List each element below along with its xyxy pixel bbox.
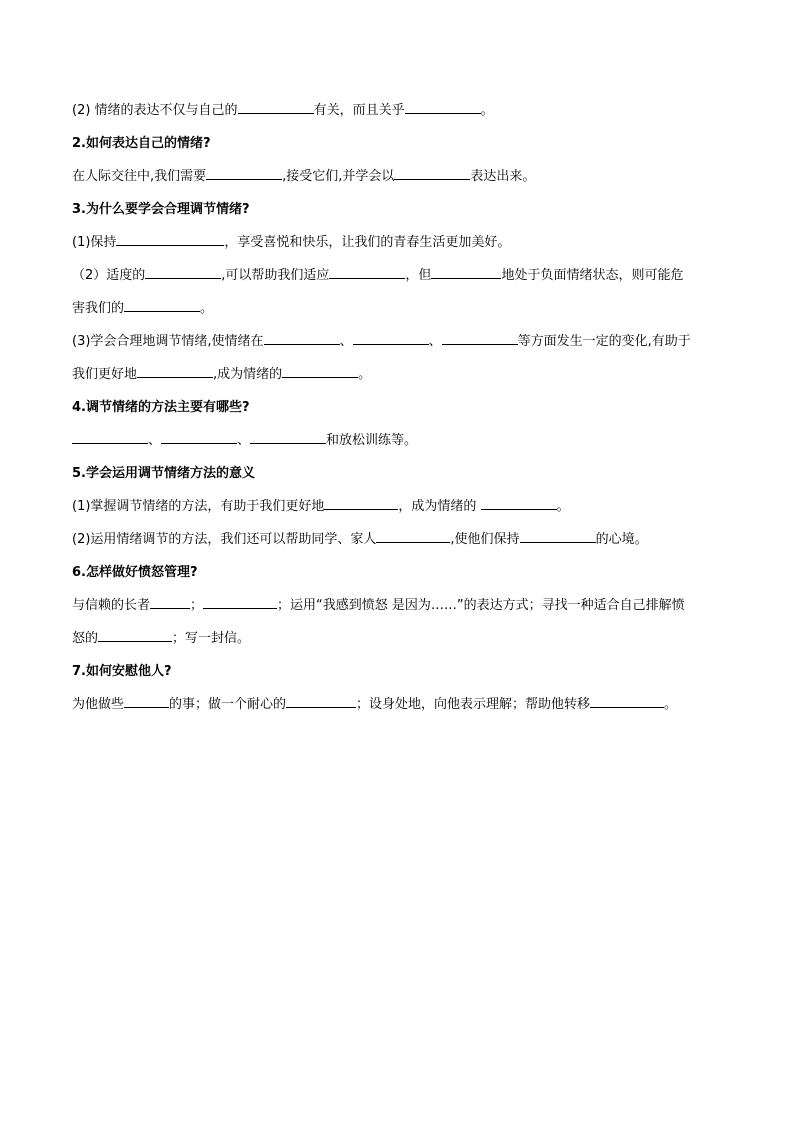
- answer-3-3-line-1: (3)学会合理地调节情绪,使情绪在 、 、 等方面发生一定的变化,有助于: [72, 329, 732, 352]
- answer-blank[interactable]: [282, 362, 358, 378]
- answer-blank[interactable]: [286, 692, 356, 708]
- answer-blank[interactable]: [590, 692, 664, 708]
- answer-blank[interactable]: [150, 593, 190, 609]
- answer-2-line: 在人际交往中,我们需要 ,接受它们,并学会以 表达出来。: [72, 164, 732, 187]
- answer-blank[interactable]: [264, 329, 340, 345]
- answer-blank[interactable]: [137, 362, 213, 378]
- answer-blank[interactable]: [324, 494, 398, 510]
- answer-blank[interactable]: [394, 164, 470, 180]
- question-5-heading: 5.学会运用调节情绪方法的意义: [72, 466, 255, 481]
- answer-blank[interactable]: [405, 98, 481, 114]
- item-1-2: (2) 情绪的表达不仅与自己的 有关，而且关乎 。: [72, 98, 732, 121]
- answer-blank[interactable]: [238, 98, 314, 114]
- answer-blank[interactable]: [98, 626, 172, 642]
- answer-3-2-line-2: 害我们的 。: [72, 296, 732, 319]
- question-2-heading: 2.如何表达自己的情绪?: [72, 136, 211, 151]
- answer-blank[interactable]: [124, 296, 200, 312]
- question-4-heading: 4.调节情绪的方法主要有哪些?: [72, 400, 250, 415]
- answer-blank[interactable]: [481, 494, 557, 510]
- answer-blank[interactable]: [203, 593, 277, 609]
- answer-blank[interactable]: [250, 428, 326, 444]
- answer-blank[interactable]: [431, 263, 501, 279]
- answer-4-line: 、 、 和放松训练等。: [72, 428, 732, 451]
- answer-7-line: 为他做些 的事；做一个耐心的 ；设身处地，向他表示理解；帮助他转移 。: [72, 692, 732, 715]
- answer-blank[interactable]: [124, 692, 169, 708]
- question-6-heading: 6.怎样做好愤怒管理?: [72, 565, 198, 580]
- answer-6-line-1: 与信赖的长者 ； ；运用“我感到愤怒 是因为……”的表达方式；寻找一种适合自己排解愤: [72, 593, 732, 616]
- answer-blank[interactable]: [161, 428, 237, 444]
- answer-3-3-line-2: 我们更好地 ,成为情绪的 。: [72, 362, 732, 385]
- answer-blank[interactable]: [353, 329, 429, 345]
- answer-blank[interactable]: [72, 428, 148, 444]
- answer-blank[interactable]: [116, 230, 224, 246]
- answer-blank[interactable]: [442, 329, 518, 345]
- answer-blank[interactable]: [145, 263, 221, 279]
- question-7-heading: 7.如何安慰他人?: [72, 664, 172, 679]
- worksheet-content: [72, 98, 732, 715]
- answer-6-line-2: 怒的 ；写一封信。: [72, 626, 732, 649]
- answer-blank[interactable]: [520, 527, 596, 543]
- answer-5-1-line: (1)掌握调节情绪的方法，有助于我们更好地 ，成为情绪的 。: [72, 494, 732, 517]
- answer-blank[interactable]: [329, 263, 405, 279]
- answer-blank[interactable]: [376, 527, 450, 543]
- answer-3-2-line-1: （2）适度的 ,可以帮助我们适应 ，但 地处于负面情绪状态，则可能危: [72, 263, 732, 286]
- answer-5-2-line: (2)运用情绪调节的方法，我们还可以帮助同学、家人 ,使他们保持 的心境。: [72, 527, 732, 550]
- answer-blank[interactable]: [206, 164, 282, 180]
- question-3-heading: 3.为什么要学会合理调节情绪?: [72, 202, 250, 217]
- answer-3-1-line: (1)保持 ，享受喜悦和快乐，让我们的青春生活更加美好。: [72, 230, 732, 253]
